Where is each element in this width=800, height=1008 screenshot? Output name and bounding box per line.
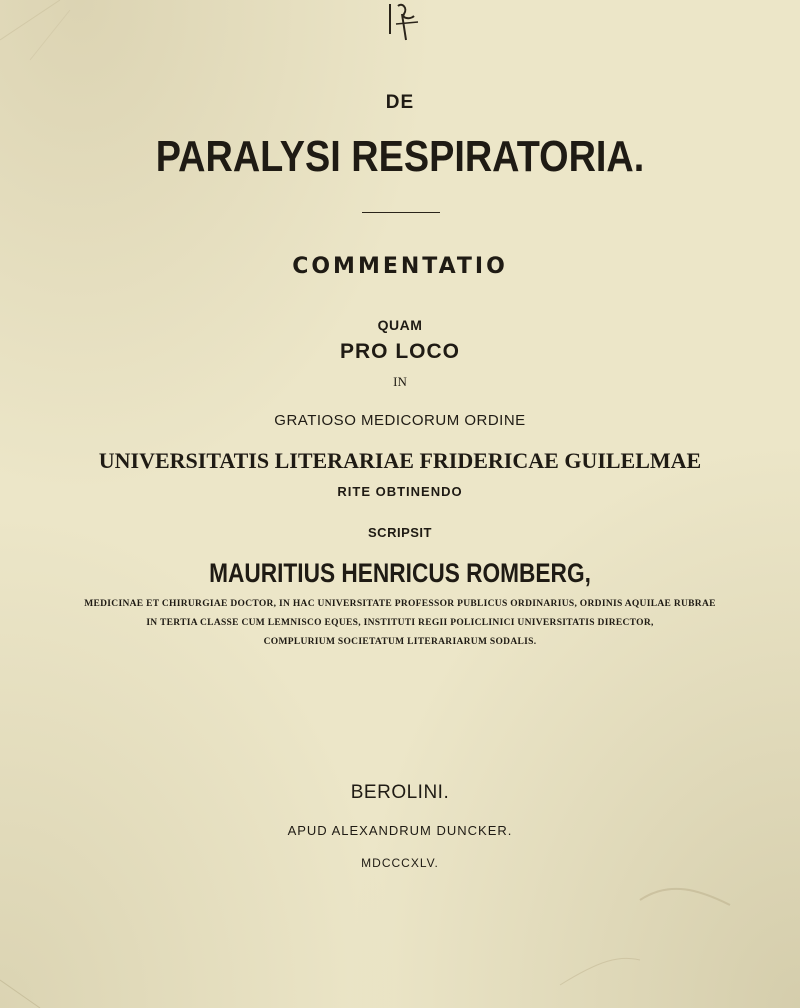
title-divider [362, 212, 440, 213]
author-description-line: COMPLURIUM SOCIETATUM LITERARIARUM SODALIS. [263, 637, 537, 647]
main-title: PARALYSI RESPIRATORIA. [155, 132, 645, 181]
text-universitatis: UNIVERSITATIS LITERARIAE FRIDERICAE GUILELMAE [98, 448, 702, 473]
author-description-line: MEDICINAE ET CHIRURGIAE DOCTOR, IN HAC UNIVERSITATE PROFESSOR PUBLICUS ORDINARIUS, ORDINIS AQUILAE RUBRAE [84, 599, 716, 609]
imprint-year: MDCCCXLV. [361, 856, 439, 870]
imprint-place: BEROLINI. [350, 782, 450, 803]
text-quam: QUAM [377, 317, 423, 333]
genre-heading: COMMENTATIO [292, 254, 508, 279]
imprint-publisher: APUD ALEXANDRUM DUNCKER. [287, 823, 513, 838]
author-name: MAURITIUS HENRICUS ROMBERG, [209, 558, 591, 588]
text-in: IN [393, 374, 407, 389]
author-description-line: IN TERTIA CLASSE CUM LEMNISCO EQUES, INSTITUTI REGII POLICLINICI UNIVERSITATIS DIRECTOR, [146, 618, 654, 628]
text-rite-obtinendo: RITE OBTINENDO [337, 484, 463, 499]
handwritten-shelf-mark-icon [384, 0, 424, 48]
title-prefix: DE [385, 92, 415, 113]
text-ordine: GRATIOSO MEDICORUM ORDINE [274, 412, 526, 429]
text-scripsit: SCRIPSIT [368, 525, 432, 540]
text-pro-loco: PRO LOCO [339, 340, 460, 363]
